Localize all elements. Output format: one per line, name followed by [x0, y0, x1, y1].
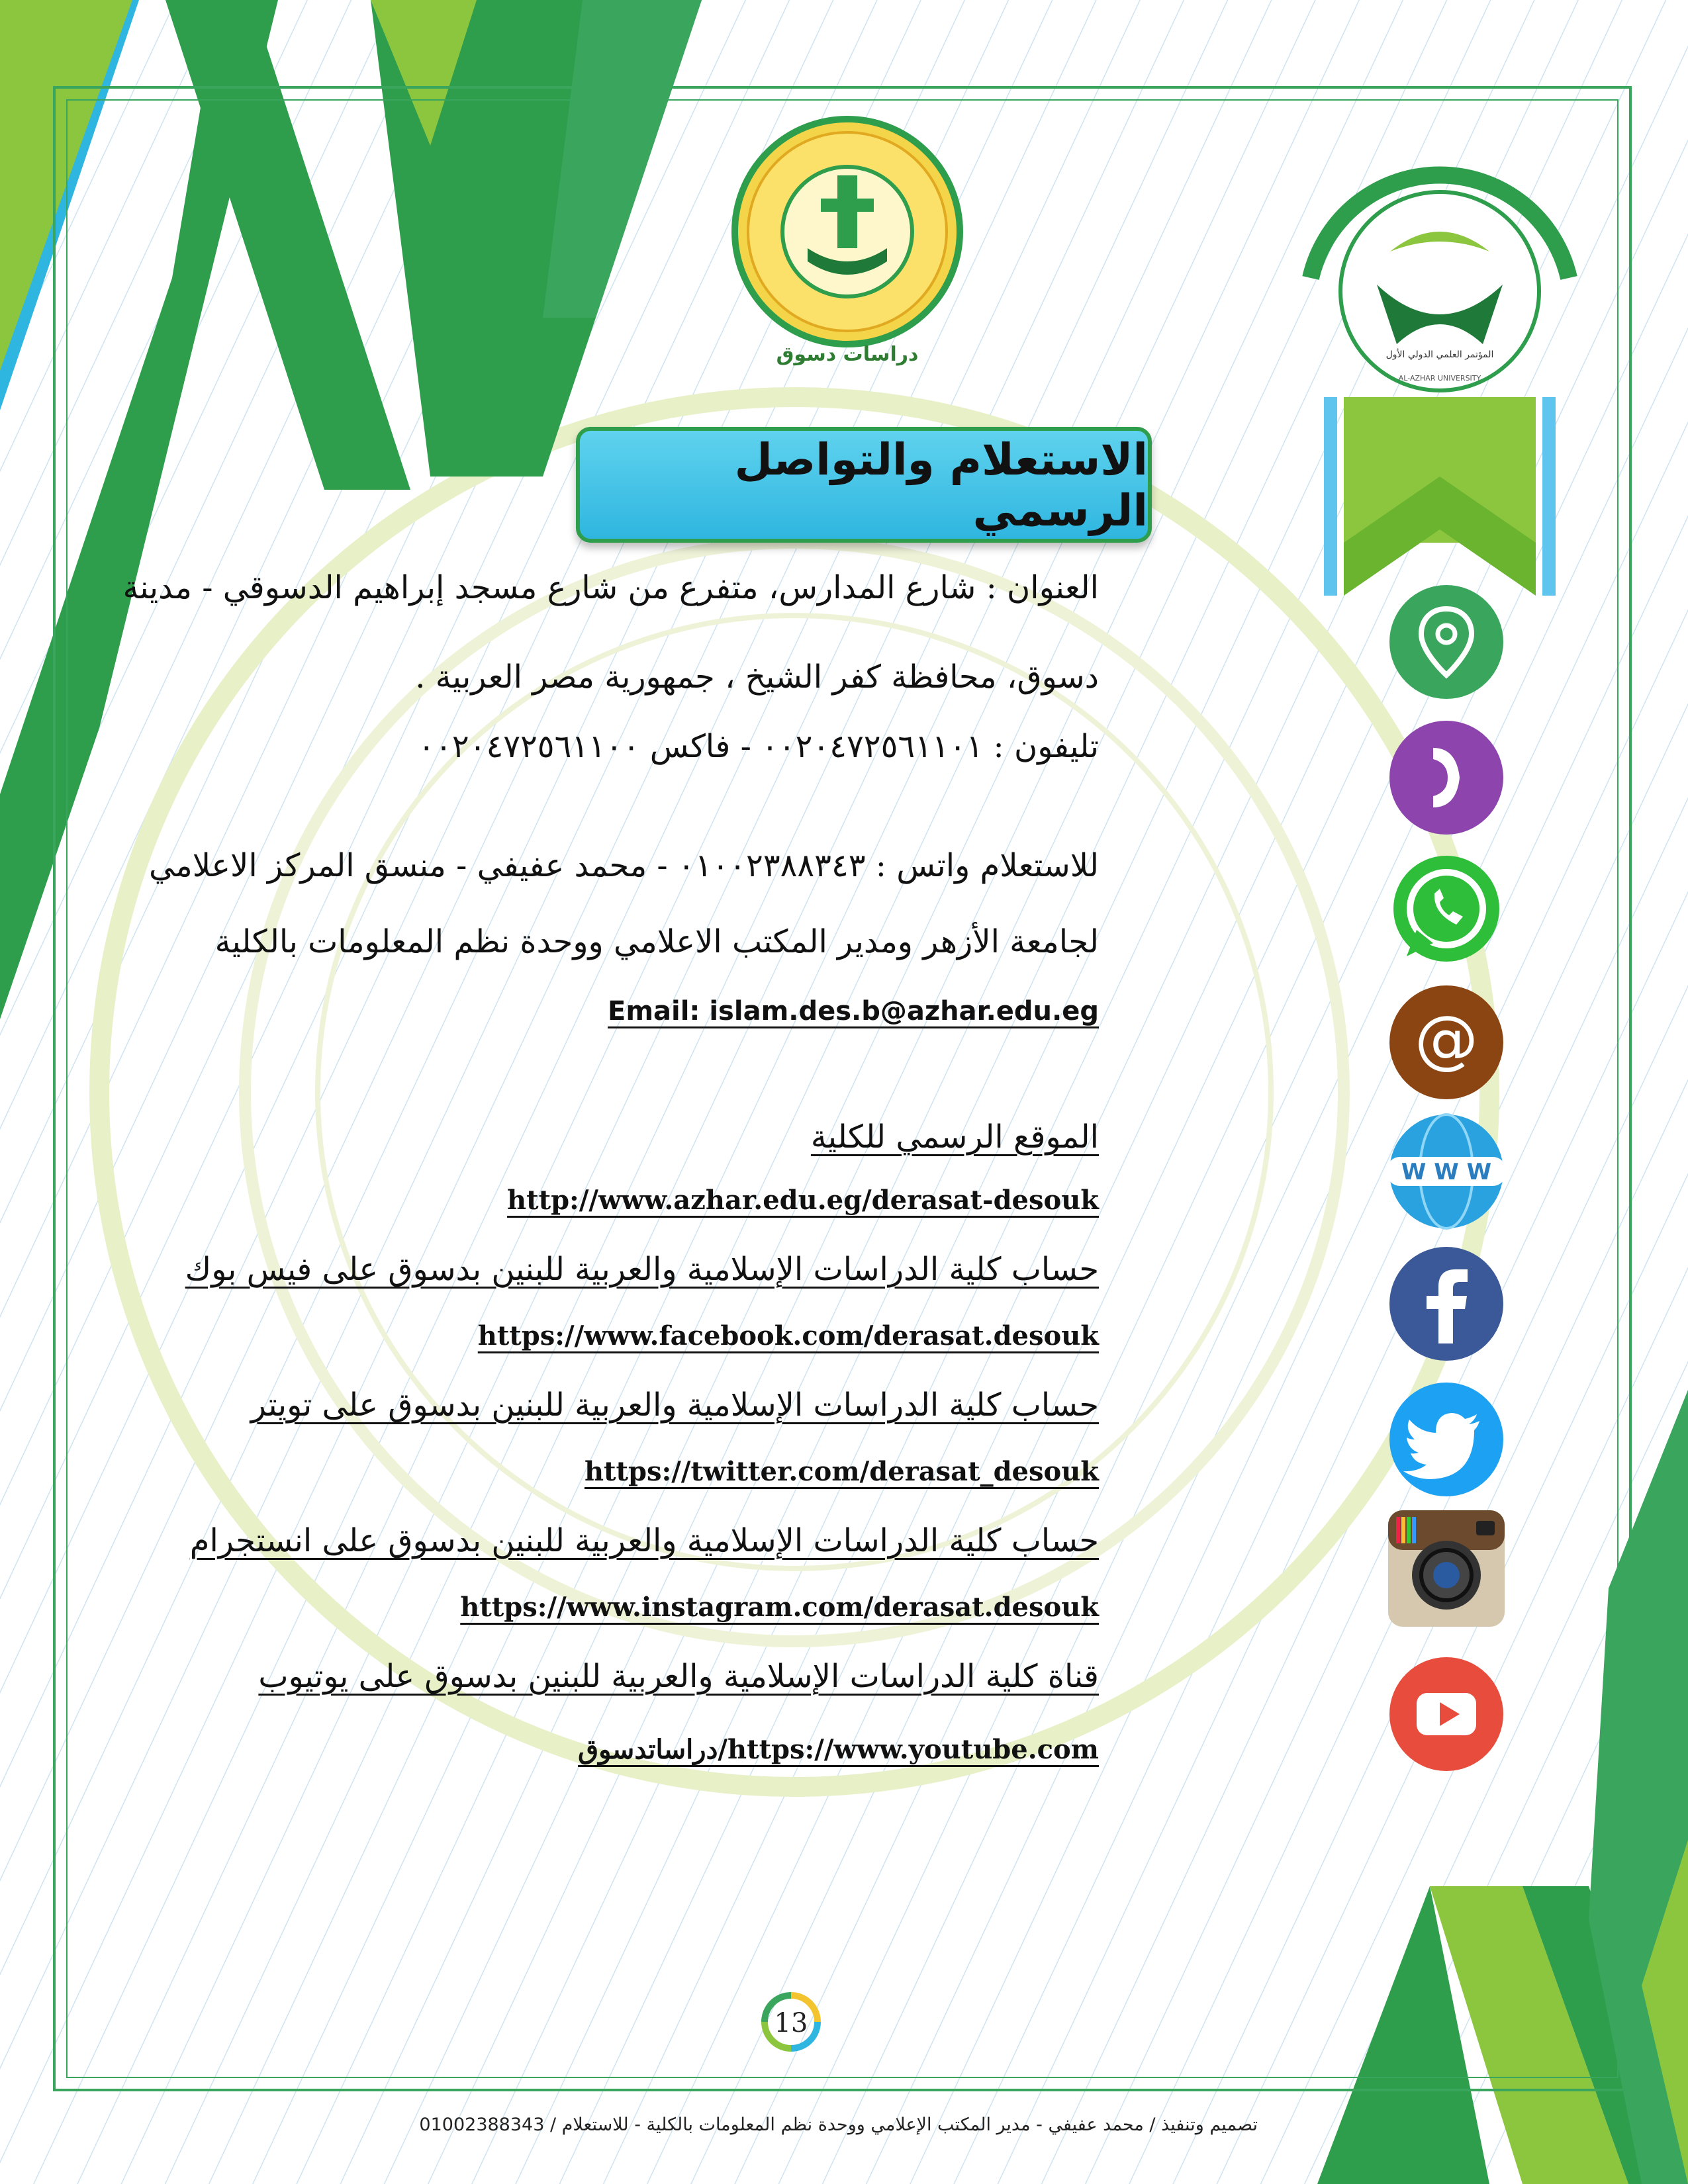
center-logo-bottom-text: دراسات دسوق [776, 343, 919, 366]
website-link[interactable]: http://www.azhar.edu.eg/derasat-desouk [507, 1185, 1099, 1216]
twitter-icon [1387, 1380, 1506, 1499]
conference-name-text: المؤتمر العلمي الدولي الأول [1385, 349, 1494, 360]
page-number-badge [741, 1985, 841, 2058]
address-line-1: العنوان : شارع المدارس، متفرع من شارع مسجد إبراهيم الدسوقي - مدينة [122, 569, 1099, 606]
whatsapp-line-1: للاستعلام واتس : ٠١٠٠٢٣٨٨٣٤٣ - محمد عفيفي - منسق المركز الاعلامي [149, 847, 1099, 884]
page-title-banner [576, 427, 1152, 543]
svg-text:@: @ [1415, 1002, 1478, 1076]
contact-icons-column [1380, 582, 1513, 1813]
twitter-link[interactable]: https://twitter.com/derasat_desouk [584, 1456, 1099, 1487]
address-line-2: دسوق، محافظة كفر الشيخ ، جمهورية مصر العربية . [415, 659, 1099, 696]
university-en-text: AL-AZHAR UNIVERSITY [1398, 374, 1481, 383]
svg-text:W W W: W W W [1401, 1159, 1492, 1185]
twitter-label: حساب كلية الدراسات الإسلامية والعربية للبنين بدسوق على تويتر [250, 1387, 1099, 1424]
facebook-label: حساب كلية الدراسات الإسلامية والعربية للبنين بدسوق على فيس بوك [185, 1251, 1099, 1288]
phone-fax-line: تليفون : ٠٠٢٠٤٧٢٥٦١١٠١ - فاكس ٠٠٢٠٤٧٢٥٦١١٠٠ [418, 728, 1099, 765]
footer-credits: تصميم وتنفيذ / محمد عفيفي - مدير المكتب الإعلامي ووحدة نظم المعلومات بالكلية - للاستعلام / 01002388343 [419, 2115, 1258, 2135]
email-link[interactable]: Email: islam.des.b@azhar.edu.eg [608, 996, 1099, 1026]
facebook-icon [1387, 1244, 1506, 1363]
instagram-link[interactable]: https://www.instagram.com/derasat.desouk [460, 1592, 1099, 1623]
phone-icon [1387, 718, 1506, 837]
www-globe-icon [1387, 1112, 1506, 1231]
email-at-icon [1387, 983, 1506, 1102]
whatsapp-icon [1387, 850, 1506, 970]
youtube-label: قناة كلية الدراسات الإسلامية والعربية للبنين بدسوق على يوتيوب [258, 1658, 1099, 1695]
youtube-link[interactable]: https://www.youtube.com/دراساتدسوق [578, 1734, 1099, 1765]
instagram-icon [1387, 1509, 1506, 1628]
whatsapp-line-2: لجامعة الأزهر ومدير المكتب الاعلامي ووحدة نظم المعلومات بالكلية [214, 923, 1099, 960]
conference-logo [1284, 132, 1595, 596]
instagram-label: حساب كلية الدراسات الإسلامية والعربية للبنين بدسوق على انستجرام [189, 1522, 1099, 1559]
facebook-link[interactable]: https://www.facebook.com/derasat.desouk [477, 1320, 1099, 1351]
page-number: 13 [774, 2008, 808, 2038]
website-heading: الموقع الرسمي للكلية [810, 1118, 1099, 1156]
page-title: الاستعلام والتواصل الرسمي [734, 433, 1148, 536]
faculty-media-office-logo [728, 113, 966, 371]
location-pin-icon [1387, 582, 1506, 702]
youtube-icon [1387, 1655, 1506, 1774]
